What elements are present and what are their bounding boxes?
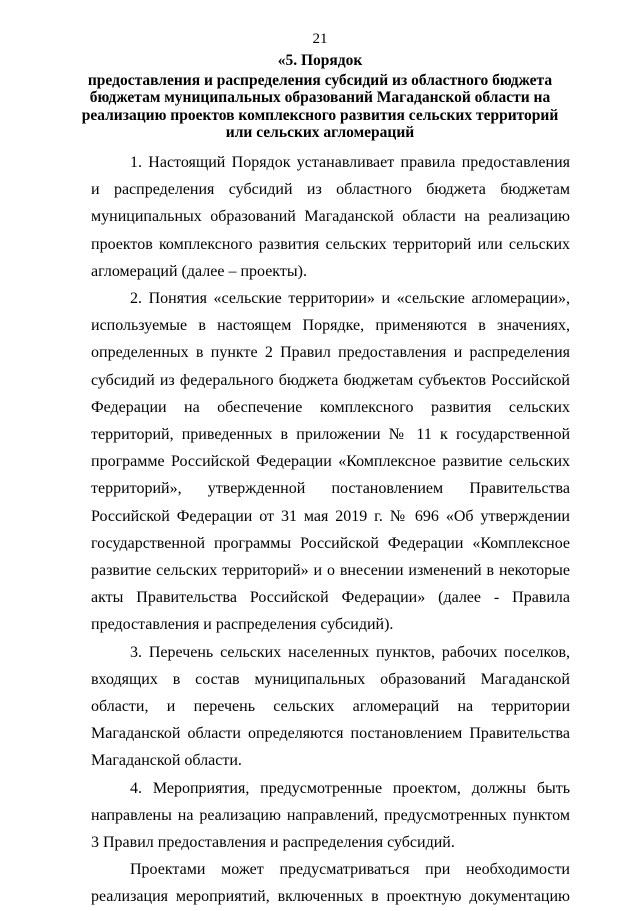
paragraph-4: 4. Мероприятия, предусмотренные проектом, должны быть направлены на реализацию направлений, предусмотренных пунктом 3 Правил предоставления и распределения субсидий. (91, 779, 570, 852)
heading-line-2: предоставления и распределения субсидий из областного бюджета (87, 71, 553, 89)
document-body (91, 149, 570, 911)
page-number: 21 (312, 31, 328, 47)
paragraph-5: Проектами может предусматриваться при необходимости реализация мероприятий, включенных в проектную документацию (91, 861, 570, 906)
paragraph-1: 1. Настоящий Порядок устанавливает правила предоставления и распределения субсидий из областного бюджета бюджетам муниципальных образований Магаданской области на реализацию проектов комплексного развития сельских территорий или сельских агломераций (далее – проекты). (91, 154, 570, 280)
heading-line-1: «5. Порядок (277, 52, 363, 69)
paragraph-3: 3. Перечень сельских населенных пунктов, рабочих поселков, входящих в состав муниципальных образований Магаданской области, и перечень сельских агломераций на территории Магаданской области определяются постановлением Правительства Магаданской области. (91, 643, 570, 770)
heading-line-4: реализацию проектов комплексного развития сельских территорий (81, 106, 559, 124)
section-heading (80, 52, 560, 142)
heading-line-3: бюджетам муниципальных образований Магаданской области на (89, 89, 551, 106)
paragraph-2: 2. Понятия «сельские территории» и «сельские агломерации», используемые в настоящем Порядке, применяются в значениях, определенных в пункте 2 Правил предоставления и распределения субсидий из федерального бюджета бюджетам субъектов Российской Федерации на обеспечение комплексного развития сельских территорий, приведенных в приложении № 11 к государственной программе Российской Федерации «Комплексное развитие сельских территорий», утвержденной постановлением Правительства Российской Федерации от 31 мая 2019 г. № 696 «Об утверждении государственной программы Российской Федерации «Комплексное развитие сельских территорий» и о внесении изменений в некоторые акты Правительства Российской Федерации» (далее - Правила предоставления и распределения субсидий). (91, 290, 570, 634)
heading-line-5: или сельских агломераций (225, 124, 415, 141)
